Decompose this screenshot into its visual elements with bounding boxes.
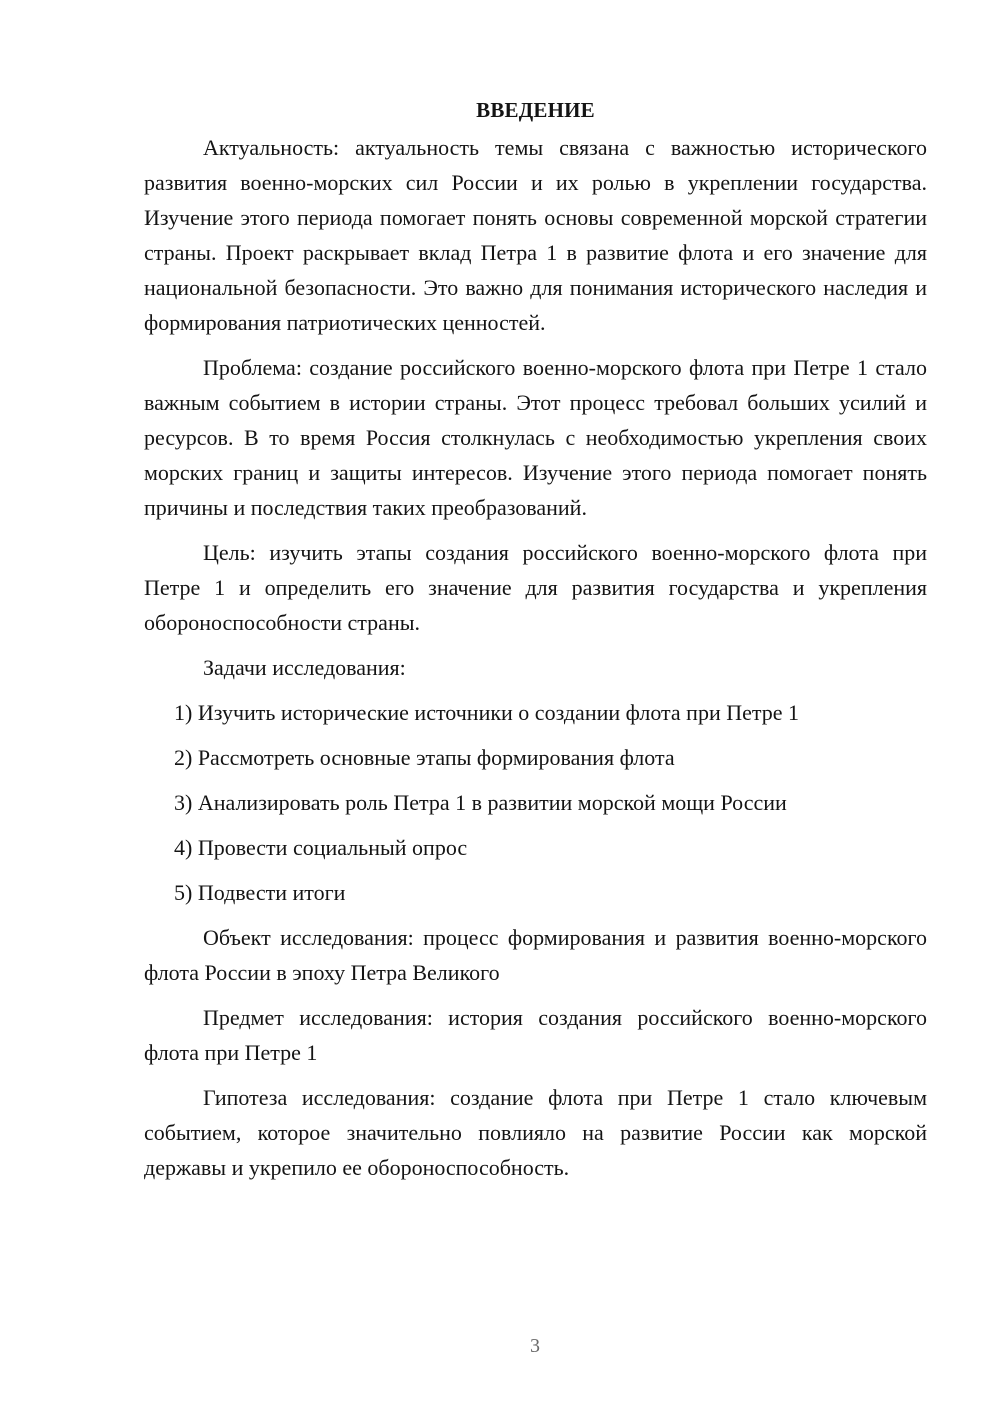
section-title: ВВЕДЕНИЕ bbox=[476, 98, 595, 122]
task-item: 2) Рассмотреть основные этапы формирования флота bbox=[174, 745, 675, 770]
task-item: 4) Провести социальный опрос bbox=[174, 835, 468, 860]
task-item: 5) Подвести итоги bbox=[174, 880, 346, 905]
task-list bbox=[144, 695, 927, 910]
task-item: 1) Изучить исторические источники о создании флота при Петре 1 bbox=[174, 700, 800, 725]
page-number: 3 bbox=[530, 1335, 540, 1357]
subject-paragraph: Предмет исследования: история создания российского военно-морского флота при Петре 1 bbox=[144, 1005, 927, 1065]
goal-paragraph: Цель: изучить этапы создания российского военно-морского флота при Петре 1 и определить его значение для развития государства и укрепления обороноспособности страны. bbox=[144, 540, 927, 635]
hypothesis-paragraph: Гипотеза исследования: создание флота при Петре 1 стало ключевым событием, которое значительно повлияло на развитие России как морской державы и укрепило ее обороноспособность. bbox=[144, 1085, 927, 1180]
object-paragraph: Объект исследования: процесс формирования и развития военно-морского флота России в эпоху Петра Великого bbox=[144, 925, 927, 985]
tasks-heading: Задачи исследования: bbox=[203, 655, 406, 680]
problem-paragraph: Проблема: создание российского военно-морского флота при Петре 1 стало важным событием в истории страны. Этот процесс требовал больших усилий и ресурсов. В то время Россия столкнулась с необходимостью укрепления своих морских границ и защиты интересов. Изучение этого периода помогает понять причины и последствия таких преобразований. bbox=[144, 355, 927, 520]
relevance-paragraph: Актуальность: актуальность темы связана с важностью исторического развития военно-морских сил России и их ролью в укреплении государства. Изучение этого периода помогает понять основы современной морской стратегии страны. Проект раскрывает вклад Петра 1 в развитие флота и его значение для национальной безопасности. Это важно для понимания исторического наследия и формирования патриотических ценностей. bbox=[144, 135, 927, 335]
task-item: 3) Анализировать роль Петра 1 в развитии морской мощи России bbox=[174, 790, 787, 815]
page-content bbox=[144, 95, 927, 1195]
